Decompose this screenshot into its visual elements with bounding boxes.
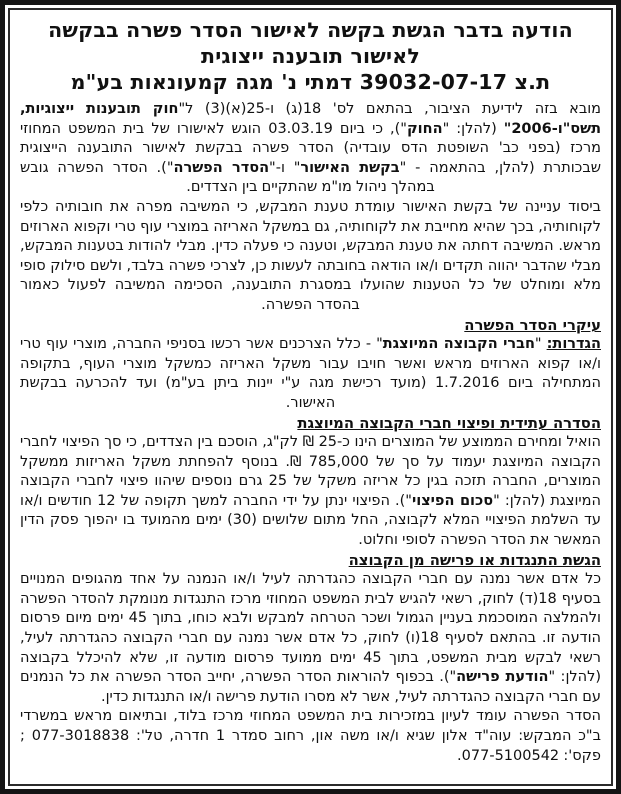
title-line-2: לאישור תובענה ייצוגית xyxy=(200,44,421,68)
intro-paragraph: מובא בזה לידיעת הציבור, בהתאם לס' 18(ג) ו-25(א)(3) ל"חוק תובענות ייצוגיות, תשס"ו-2006" (להלן: "החוק"), כי ביום 03.03.19 הוגש לאישורו של בית המשפט המחוזי מרכז (בפני כב' השופטת הדס עובדיה) הסדר פשרה בבקשת לאישור התובענה הייצוגית שבכותרת (להלן, בהתאמה - "בקשת האישור" ו-"הסדר הפשרה"). הסדר הפשרה גובש במהלך ניהול מו"מ שהתקיים בין הצדדים. xyxy=(20,101,602,196)
definitions-paragraph: הגדרות: "חברי הקבוצה המיוצגת" - כלל הצרכנים אשר רכשו בסניפי החברה, מוצרי עוף טרי ו/או קפוא הארוזים מראש ואשר חויבו עבור משקל האריזה כמשקל מוצרי העוף, בתקופה המתחילה ביום 1.7.2016 (מועד רכישת מגה ע"י יינות ביתן בע"מ) ועד להכרעה בבקשת האישור. xyxy=(20,336,601,411)
notice-title xyxy=(20,14,601,100)
notice-inner-border xyxy=(8,8,613,786)
section-heading-settlement-principles: עיקרי הסדר הפשרה xyxy=(464,316,601,334)
section-heading-objection-withdrawal: הגשת התנגדות או פרישה מן הקבוצה xyxy=(348,551,601,569)
title-line-1: הודעה בדבר הגשת בקשה לאישור הסדר פשרה בבקשה xyxy=(48,18,573,42)
compensation-paragraph: הואיל ומחירם הממוצע של המוצרים הינו כ-25 ₪ לק"ג, הוסכם בין הצדדים, כי סך הפיצוי לחברי הקבוצה המיוצגת יעמוד על סך של 785,000 ₪. בנוסף להפחתת משקל האריזות ממשקל המוצרים, החברה תזכה בגין כל אריזה משקל של 25 גרם נוספים שיהוו פיצוי לחברי הקבוצה המיוצגת (להלן: "סכום הפיצוי"). הפיצוי ינתן על ידי החברה למשך תקופה של 12 חודשים ו/או עד השלמת הפיצויי המלא לקבוצה, החל מתום שלושים (30) ימים מהמועד בו יהפוך פסק הדין המאשר את הסדר הפשרה לסופי וחלוט. xyxy=(20,434,601,549)
title-case-number: ת.צ 39032-07-17 דמתי נ' מגה קמעונאות בע"מ xyxy=(70,70,551,94)
section-heading-future-arrangement: הסדרה עתידית ופיצוי חברי הקבוצה המיוצגת xyxy=(297,414,601,432)
inspection-contact-paragraph: הסדר הפשרה עומד לעיון במזכירות בית המשפט המחוזי מרכז בלוד, ובתיאום מראש במשרדי ב"כ המבקש: עוה"ד אלון שגיא ו/או משה און, רחוב סמדר 1 חדרה, טל': 077-3018838 ; פקס': 077-5100542. xyxy=(20,708,601,764)
objection-withdrawal-paragraph: כל אדם אשר נמנה עם חברי הקבוצה כהגדרתה לעיל ו/או הנמנה על אחד מהגופים המנויים בסעיף 18(ד) לחוק, רשאי להגיש לבית המשפט המחוזי מרכז התנגדות מנומקת להסדר הפשרה ולהמלצה המוסכמת בעניין הגמול ושכר הטרחה למבקש ולבא כוחו, בתוך 45 ימים מיום פרסום הודעה זו. בהתאם לסעיף 18(ו) לחוק, כל אדם אשר נמנה עם חברי הקבוצה כהגדרתה לעיל, רשאי לבקש מבית המשפט, בתוך 45 ימים ממועד פרסום מודעה זו, שלא להיכלל בקבוצה (להלן: "הודעת פרישה"). בכפוף להוראות הסדר הפשרה, יחייב הסדר הפשרה את כל הנמנים עם חברי הקבוצה כהגדרתה לעיל, אשר לא מסרו הודעת פרישה ו/או התנגדות כדין. xyxy=(20,571,602,705)
claim-background-paragraph: ביסוד עניינה של בקשת האישור עומדת טענת המבקש, כי המשיבה מפרה את חובותיה כלפי לקוחותיה, בכך שהיא מחייבת את לקוחותיה, גם במשקל האריזה במוצרי עוף טרי וקפוא הארוזים מראש. המשיבה דחתה את טענת המבקש, וטענה כי פעלה כדין. מבלי להודות בטענות המבקש, מבלי שהדבר יהווה תקדים ו/או הודאה בחובתה לעשות כן, לצרכי פשרה בלבד, ולשם סילוק סופי מלא ומוחלט של כל הטענות שהועלו במסגרת התובענה, הסכימה המשיבה לפעול כאמור בהסדר הפשרה. xyxy=(20,198,601,313)
